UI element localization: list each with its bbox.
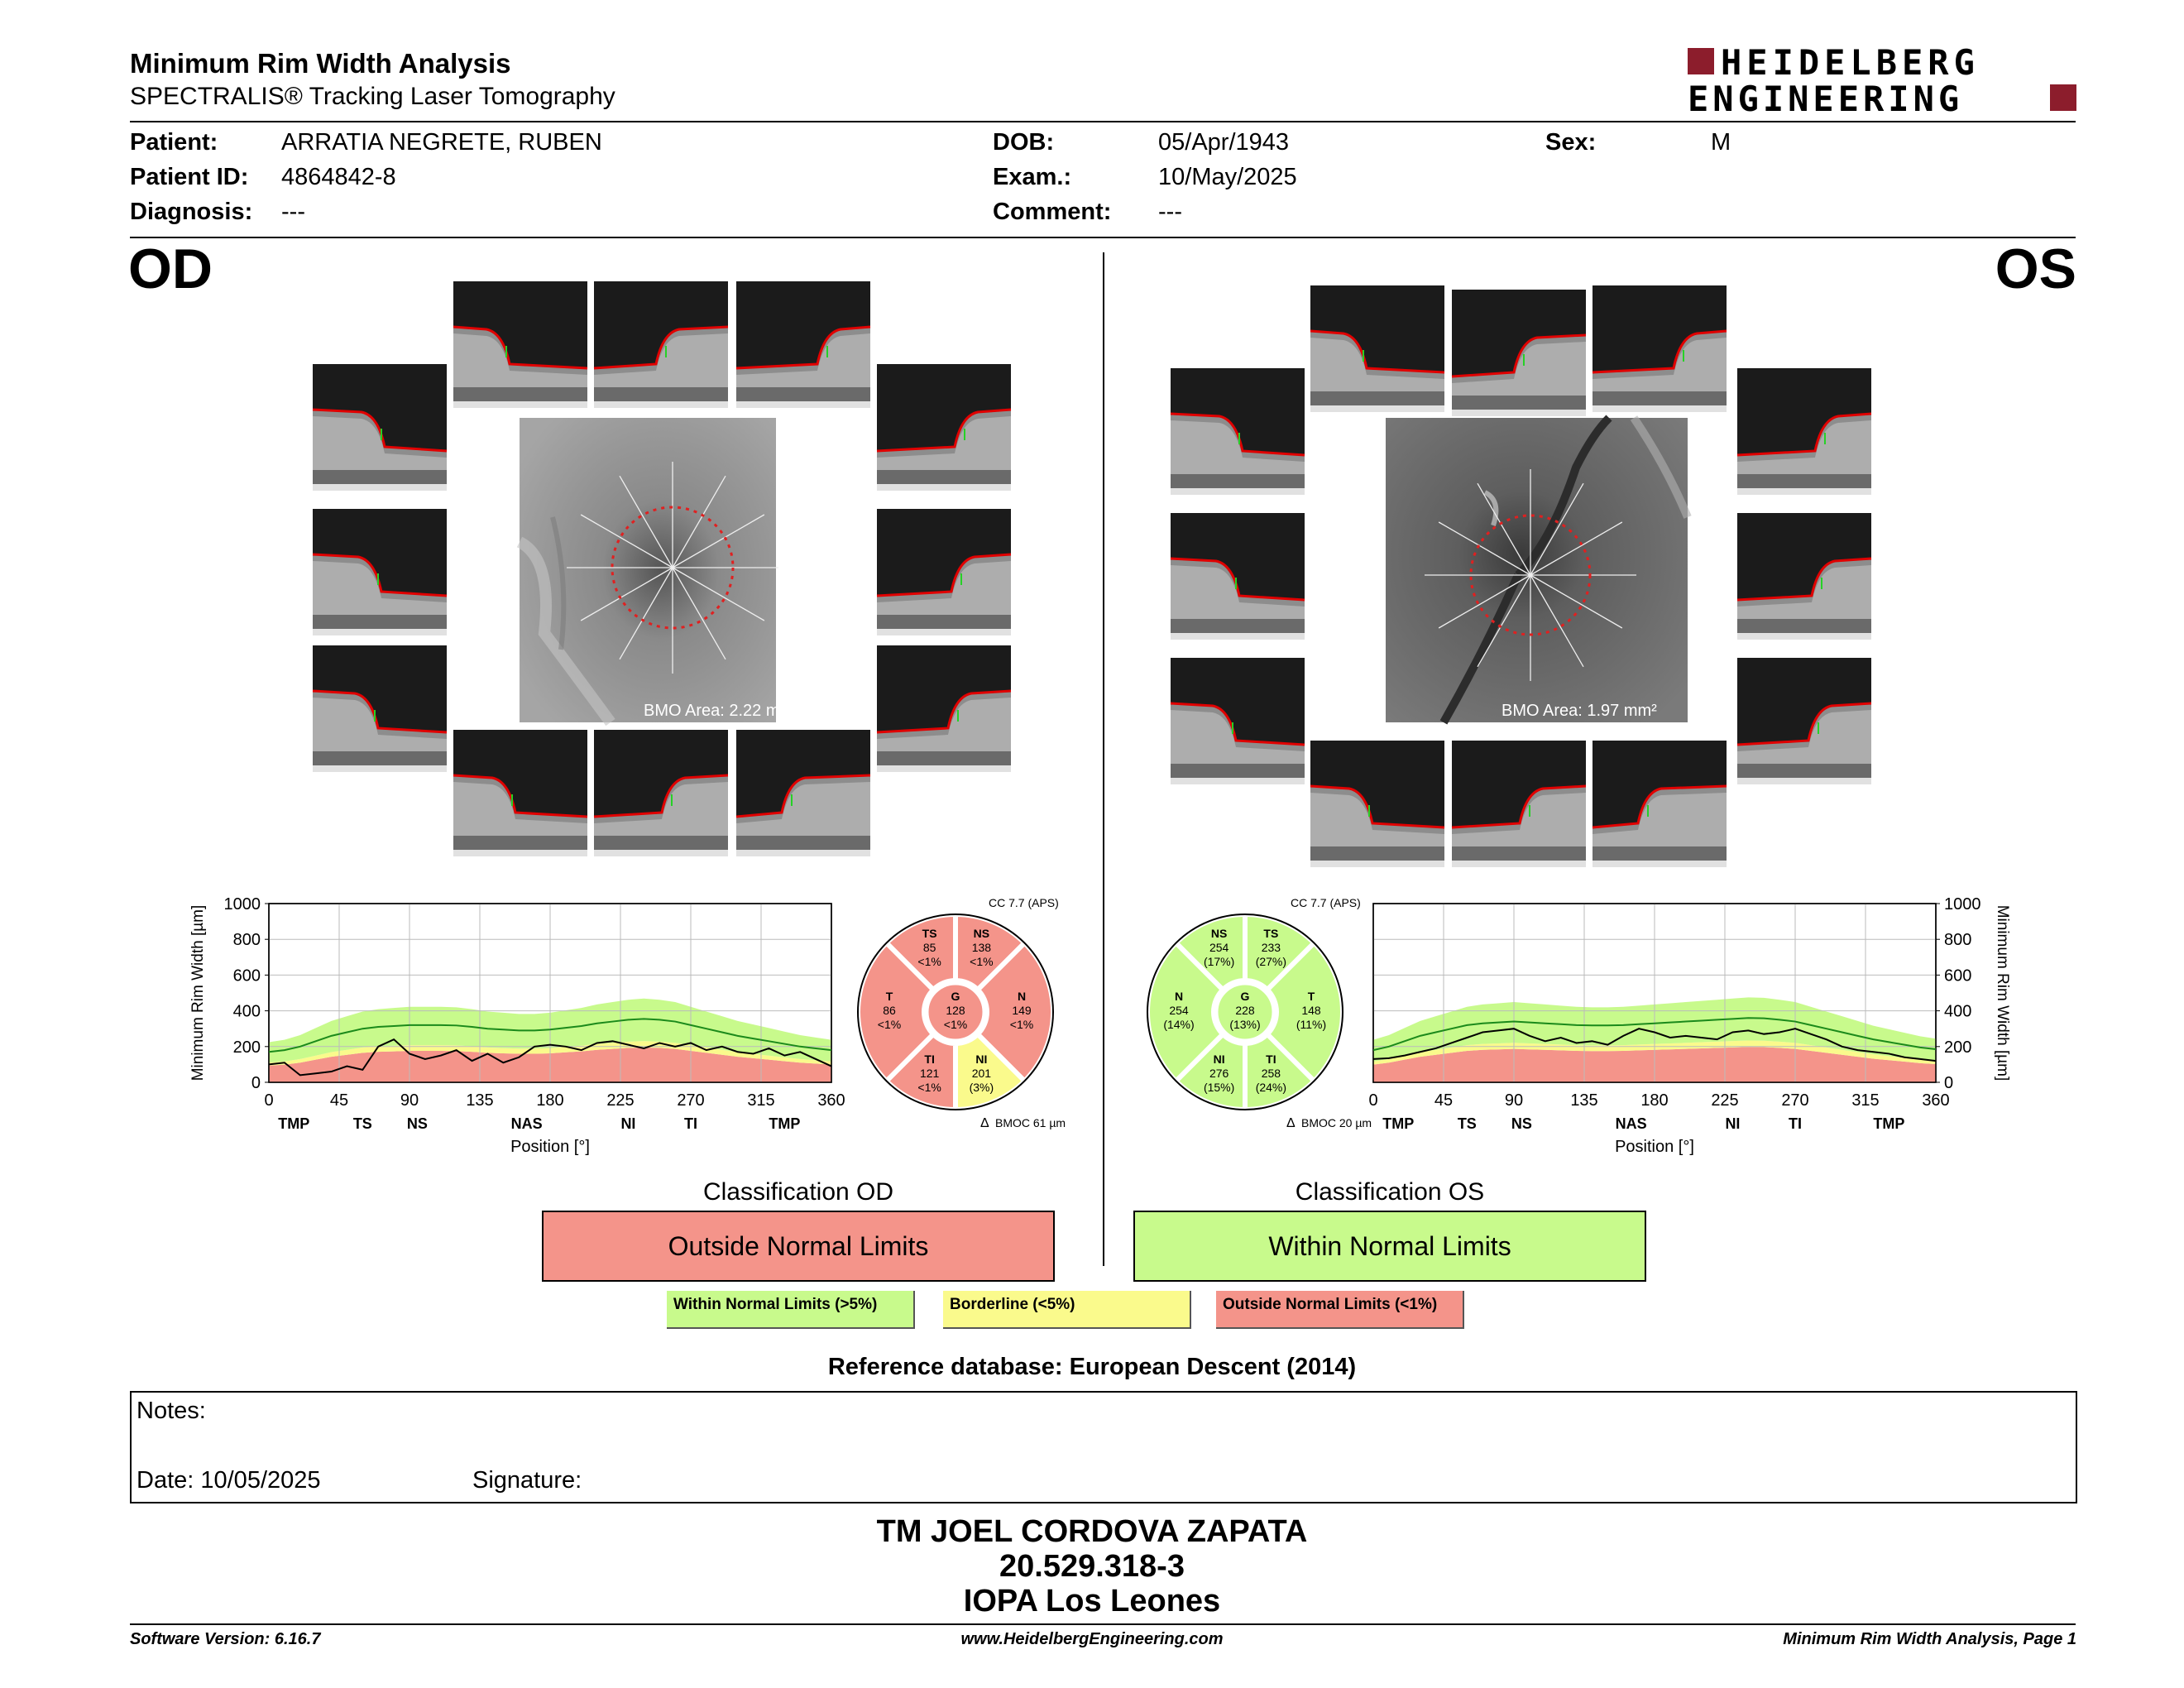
global-text: <1%	[943, 1018, 968, 1031]
od-mrw-chart	[186, 894, 845, 1179]
logo-square-bottom	[2050, 84, 2076, 111]
patient-id-value: 4864842-8	[281, 164, 396, 190]
od-bmo-area: BMO Area: 2.22 mm²	[644, 702, 799, 720]
y-tick-label: 200	[232, 1038, 261, 1057]
y-tick-label: 600	[1944, 966, 1972, 985]
sector-text: NS	[1210, 927, 1228, 941]
y-tick-label: 400	[1944, 1002, 1972, 1021]
x-tick-label: 270	[1781, 1091, 1809, 1110]
od-oct-scan-image	[453, 730, 587, 850]
od-oct-scan	[453, 281, 587, 401]
od-oct-scan	[736, 281, 870, 401]
x-axis-label: Position [°]	[1615, 1138, 1694, 1156]
y-tick-label: 800	[232, 931, 261, 950]
os-oct-scan-image	[1592, 285, 1727, 405]
os-classification-title: Classification OS	[1295, 1178, 1485, 1206]
od-oct-scan	[594, 281, 728, 401]
y-axis-label: Minimum Rim Width [µm]	[1994, 904, 2011, 1081]
os-oct-scan	[1171, 513, 1305, 633]
patient-value: ARRATIA NEGRETE, RUBEN	[281, 129, 602, 156]
os-label: OS	[1995, 237, 2076, 300]
sector-label: TMP	[1873, 1115, 1905, 1132]
sector-label: TMP	[278, 1115, 310, 1132]
sector-text: TS	[1263, 927, 1279, 941]
sector-label: TI	[684, 1115, 697, 1132]
operator-block	[0, 1514, 2184, 1618]
sector-label: NS	[1511, 1115, 1532, 1132]
od-oct-scan-image	[594, 730, 728, 850]
operator-rut: 20.529.318-3	[999, 1549, 1185, 1584]
od-oct-scan	[594, 730, 728, 850]
od-oct-scan-image	[594, 281, 728, 401]
heidelberg-logo	[1688, 42, 2076, 119]
od-oct-scan	[736, 730, 870, 850]
patient-label: Patient:	[130, 129, 218, 156]
logo-text-line1: HEIDELBERG	[1721, 42, 1980, 83]
software-version: Software Version: 6.16.7	[130, 1630, 321, 1648]
sex-value: M	[1711, 129, 1731, 156]
sector-label: NAS	[1615, 1115, 1647, 1132]
sector-label: TS	[1457, 1115, 1477, 1132]
operator-name: TM JOEL CORDOVA ZAPATA	[876, 1514, 1308, 1549]
od-sector-pie	[831, 890, 1080, 1138]
os-classification-box: Within Normal Limits	[1133, 1211, 1646, 1282]
legend-within: Within Normal Limits (>5%)	[667, 1291, 915, 1329]
od-delta-label: BMOC 61 µm	[995, 1116, 1066, 1129]
od-oct-scan	[877, 509, 1011, 629]
y-tick-label: 0	[1944, 1074, 1954, 1092]
os-oct-scan	[1737, 513, 1871, 633]
comment-value: ---	[1158, 199, 1182, 225]
x-tick-label: 315	[747, 1091, 775, 1110]
sector-label: NI	[620, 1115, 636, 1132]
od-oct-scan-image	[736, 730, 870, 850]
y-axis-label: Minimum Rim Width [µm]	[189, 904, 207, 1081]
os-delta-label: BMOC 20 µm	[1301, 1116, 1372, 1129]
os-oct-scan	[1737, 368, 1871, 488]
od-oct-scan	[877, 645, 1011, 765]
sector-label: NAS	[510, 1115, 543, 1132]
dob-label: DOB:	[993, 129, 1055, 156]
sector-text: 254	[1169, 1004, 1189, 1017]
sector-text: (15%)	[1203, 1080, 1235, 1094]
od-cc-label: CC 7.7 (APS)	[989, 896, 1059, 909]
sector-text: TI	[1266, 1052, 1276, 1066]
sector-text: 121	[919, 1066, 940, 1080]
os-oct-scan	[1310, 741, 1444, 861]
exam-label: Exam.:	[993, 164, 1072, 190]
legend-borderline: Borderline (<5%)	[943, 1291, 1191, 1329]
sector-text: <1%	[970, 955, 994, 969]
os-oct-scan-image	[1171, 658, 1305, 778]
global-text: 228	[1235, 1004, 1255, 1017]
x-tick-label: 360	[817, 1091, 845, 1110]
os-oct-scan-image	[1171, 513, 1305, 633]
sector-text: <1%	[917, 955, 941, 969]
x-tick-label: 0	[1368, 1091, 1378, 1110]
os-oct-scan	[1310, 285, 1444, 405]
os-mrw-chart	[1357, 894, 2010, 1179]
page-label: Minimum Rim Width Analysis, Page 1	[1783, 1630, 2076, 1648]
x-tick-label: 360	[1922, 1091, 1950, 1110]
sector-text: 201	[971, 1066, 992, 1080]
global-text: (13%)	[1229, 1018, 1261, 1031]
y-tick-label: 1000	[223, 895, 261, 914]
sector-text: 86	[883, 1004, 896, 1017]
x-tick-label: 225	[1711, 1091, 1739, 1110]
sector-text: 138	[971, 941, 992, 955]
sector-text: NS	[973, 927, 990, 941]
global-text: G	[951, 990, 960, 1003]
header-divider	[130, 121, 2076, 122]
sector-text: T	[885, 990, 893, 1003]
comment-label: Comment:	[993, 199, 1112, 225]
sector-text: 276	[1209, 1066, 1229, 1080]
sector-text: 233	[1261, 941, 1281, 955]
legend-outside: Outside Normal Limits (<1%)	[1216, 1291, 1464, 1329]
x-tick-label: 270	[677, 1091, 705, 1110]
x-tick-label: 180	[1640, 1091, 1669, 1110]
os-oct-scan-image	[1452, 290, 1586, 410]
sector-text: (27%)	[1255, 955, 1287, 969]
od-oct-scan	[877, 364, 1011, 484]
os-oct-scan-image	[1452, 741, 1586, 861]
os-oct-scan	[1592, 741, 1727, 861]
sector-label: TMP	[769, 1115, 801, 1132]
center-divider	[1103, 252, 1104, 1266]
sector-text: NI	[1213, 1052, 1225, 1066]
sector-text: <1%	[917, 1080, 941, 1094]
diagnosis-label: Diagnosis:	[130, 199, 253, 225]
x-tick-label: 45	[329, 1091, 349, 1110]
patient-id-label: Patient ID:	[130, 164, 249, 190]
x-tick-label: 0	[264, 1091, 274, 1110]
od-oct-scan	[313, 645, 447, 765]
od-classification-title: Classification OD	[702, 1178, 894, 1206]
od-oct-scan-image	[453, 281, 587, 401]
reference-database: Reference database: European Descent (2014)	[827, 1354, 1357, 1380]
sector-text: (11%)	[1296, 1018, 1327, 1031]
exam-value: 10/May/2025	[1158, 164, 1297, 190]
os-oct-scan	[1171, 658, 1305, 778]
sector-text: 148	[1301, 1004, 1321, 1017]
sector-text: (24%)	[1255, 1080, 1287, 1094]
y-tick-label: 200	[1944, 1038, 1972, 1057]
sector-text: N	[1017, 990, 1027, 1003]
sector-label: NI	[1725, 1115, 1741, 1132]
sector-text: 254	[1209, 941, 1229, 955]
od-oct-scan-image	[736, 281, 870, 401]
sector-text: N	[1174, 990, 1184, 1003]
website: www.HeidelbergEngineering.com	[960, 1630, 1224, 1648]
operator-clinic: IOPA Los Leones	[963, 1584, 1221, 1618]
y-tick-label: 800	[1944, 931, 1972, 950]
y-tick-label: 1000	[1944, 895, 1981, 914]
global-text: G	[1240, 990, 1250, 1003]
x-tick-label: 225	[606, 1091, 635, 1110]
notes-label: Notes:	[136, 1398, 206, 1424]
os-oct-scan	[1452, 290, 1586, 410]
od-oct-scan	[313, 509, 447, 629]
y-tick-label: 600	[232, 966, 261, 985]
os-cc-label: CC 7.7 (APS)	[1291, 896, 1361, 909]
sector-text: (17%)	[1203, 955, 1235, 969]
sector-text: <1%	[1009, 1018, 1034, 1031]
od-classification-box: Outside Normal Limits	[542, 1211, 1055, 1282]
os-oct-scan-image	[1171, 368, 1305, 488]
sector-text: 258	[1261, 1066, 1281, 1080]
os-oct-scan	[1171, 368, 1305, 488]
x-tick-label: 135	[1570, 1091, 1598, 1110]
sector-label: NS	[406, 1115, 428, 1132]
os-oct-scan	[1452, 741, 1586, 861]
sector-text: (3%)	[969, 1080, 994, 1094]
sex-label: Sex:	[1545, 129, 1597, 156]
os-oct-scan	[1592, 285, 1727, 405]
od-oct-scan	[453, 730, 587, 850]
od-delta-symbol: Δ	[980, 1116, 989, 1130]
od-oct-scan-image	[313, 364, 447, 484]
os-bmo-area: BMO Area: 1.97 mm²	[1502, 702, 1657, 720]
x-tick-label: 135	[466, 1091, 494, 1110]
patient-divider	[130, 237, 2076, 238]
sector-label: TS	[352, 1115, 372, 1132]
os-oct-scan-image	[1737, 513, 1871, 633]
sector-text: (14%)	[1163, 1018, 1195, 1031]
os-oct-scan-image	[1737, 368, 1871, 488]
od-oct-scan-image	[877, 364, 1011, 484]
x-tick-label: 315	[1851, 1091, 1880, 1110]
diagnosis-value: ---	[281, 199, 305, 225]
x-tick-label: 180	[536, 1091, 564, 1110]
x-tick-label: 45	[1434, 1091, 1454, 1110]
od-oct-scan-image	[313, 509, 447, 629]
os-fundus-image	[1386, 418, 1688, 722]
od-oct-scan-image	[313, 645, 447, 765]
x-tick-label: 90	[1504, 1091, 1524, 1110]
od-oct-scan	[313, 364, 447, 484]
date-label: Date: 10/05/2025	[136, 1467, 321, 1494]
os-oct-scan	[1737, 658, 1871, 778]
od-oct-scan-image	[877, 509, 1011, 629]
sector-text: TI	[924, 1052, 935, 1066]
notes-box	[130, 1391, 2077, 1503]
y-tick-label: 0	[251, 1074, 261, 1092]
logo-text-line2: ENGINEERING	[1688, 79, 1964, 119]
sector-text: 149	[1012, 1004, 1032, 1017]
sector-text: T	[1307, 990, 1315, 1003]
global-text: 128	[946, 1004, 965, 1017]
dob-value: 05/Apr/1943	[1158, 129, 1290, 156]
sector-text: TS	[922, 927, 937, 941]
x-tick-label: 90	[400, 1091, 419, 1110]
sector-label: TI	[1789, 1115, 1802, 1132]
sector-text: <1%	[877, 1018, 902, 1031]
os-oct-scan-image	[1310, 285, 1444, 405]
os-oct-scan-image	[1310, 741, 1444, 861]
report-subtitle: SPECTRALIS® Tracking Laser Tomography	[130, 83, 615, 110]
os-oct-scan-image	[1737, 658, 1871, 778]
x-axis-label: Position [°]	[510, 1138, 590, 1156]
sector-text: NI	[975, 1052, 988, 1066]
os-sector-pie	[1121, 890, 1372, 1138]
od-fundus-image	[520, 418, 799, 722]
logo-square-top	[1688, 48, 1714, 74]
sector-label: TMP	[1382, 1115, 1415, 1132]
report-title: Minimum Rim Width Analysis	[130, 48, 511, 79]
od-oct-scan-image	[877, 645, 1011, 765]
footer-divider	[130, 1623, 2076, 1625]
os-oct-scan-image	[1592, 741, 1727, 861]
os-delta-symbol: Δ	[1286, 1116, 1296, 1130]
od-label: OD	[128, 237, 213, 300]
sector-text: 85	[922, 941, 936, 955]
y-tick-label: 400	[232, 1002, 261, 1021]
signature-label: Signature:	[472, 1467, 582, 1494]
